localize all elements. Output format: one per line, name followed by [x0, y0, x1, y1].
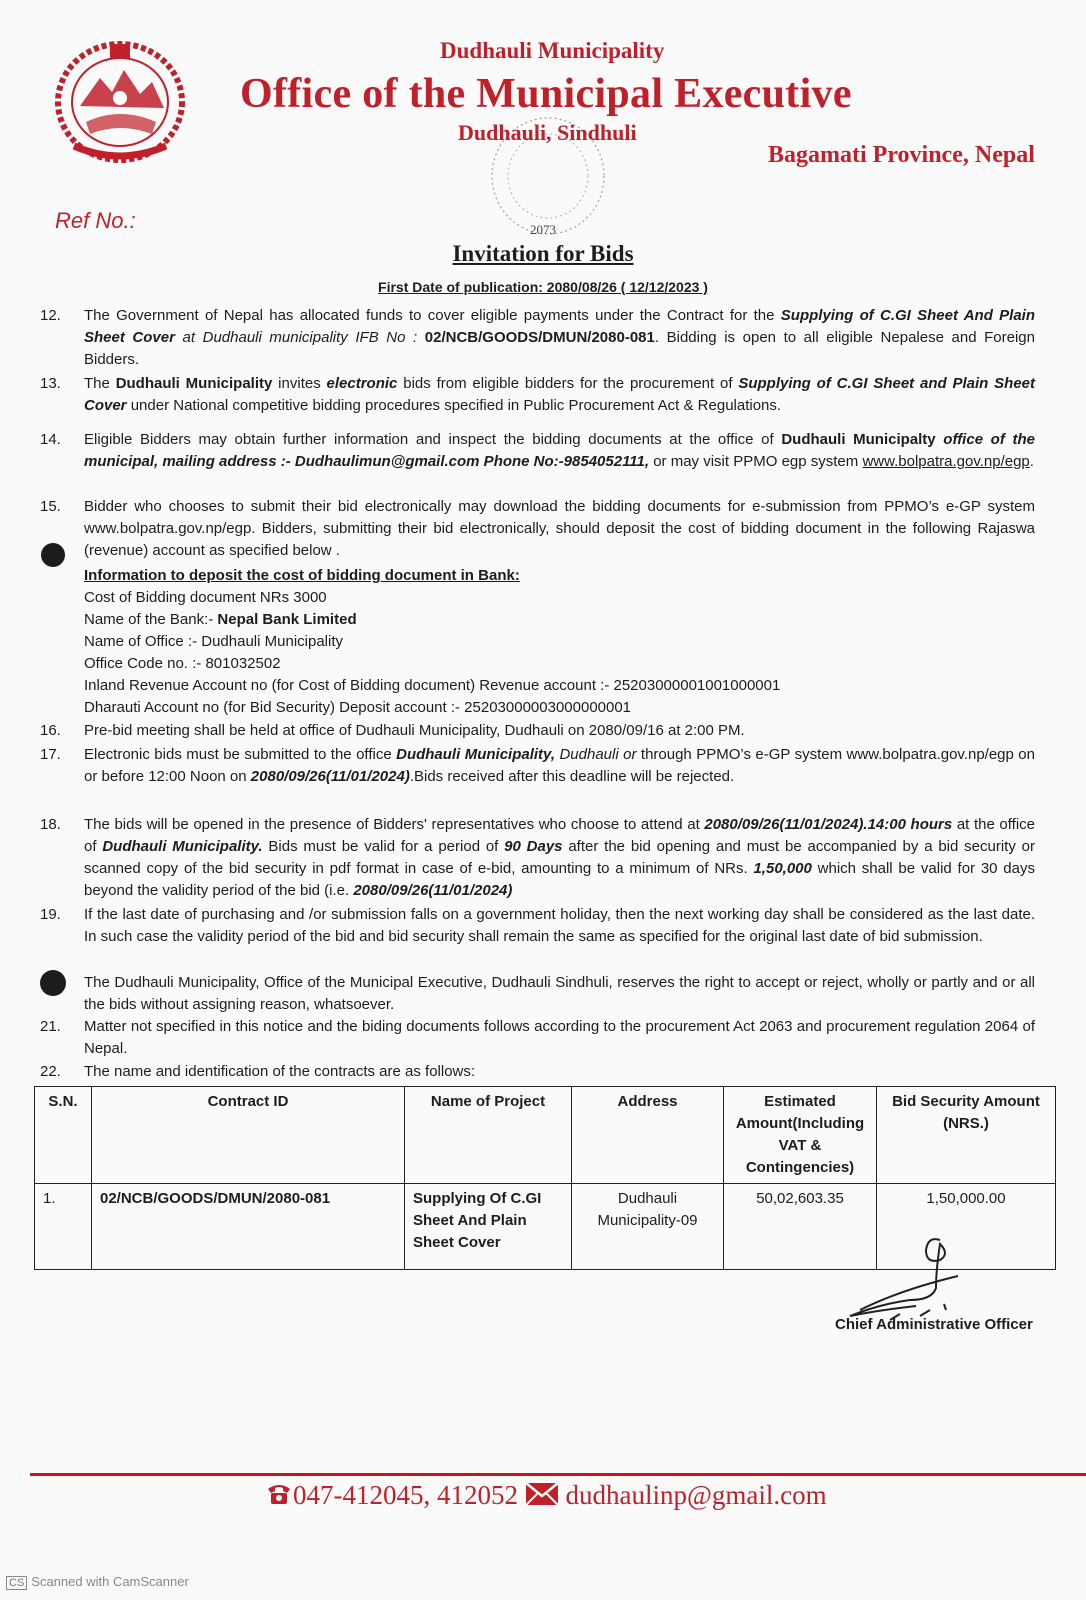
punch-hole-mark: [41, 543, 65, 567]
paragraph-number: 19.: [40, 906, 61, 923]
stamp-year: 2073: [530, 222, 556, 237]
office-stamp: [488, 112, 638, 240]
camscanner-watermark: [6, 1574, 189, 1590]
text: under National competitive bidding procedures specified in Public Procurement Act & Regulations.: [126, 397, 782, 414]
revenue-account: Inland Revenue Account no (for Cost of Bidding document) Revenue account :- 25203000001001000001: [84, 677, 781, 694]
text: Bids must be valid for a period of: [262, 838, 505, 855]
office-address: Dudhauli, Sindhuli: [458, 120, 637, 145]
municipality-ref: Dudhauli Municipality: [115, 375, 273, 392]
office-name: Name of Office :- Dudhauli Municipality: [84, 633, 343, 650]
text: Dudhauli or: [555, 746, 637, 763]
deadline-date: 2080/09/26(11/01/2024): [250, 768, 410, 785]
paragraph-number: 12.: [40, 307, 61, 324]
text: after the bid opening and must be accompanied by a bid security or scanned copy of the bid security in pdf format in case of e-bid, amounting to a minimum of NRs.: [84, 838, 1035, 877]
paragraph-15: [40, 496, 1035, 562]
paragraph-number: 14.: [40, 431, 61, 448]
paragraph-13: [40, 373, 1035, 417]
text: If the last date of purchasing and /or submission falls on a government holiday, then the next working day shall be considered as the last date. In such case the validity period of the bid and bid security shall remain the same as specified for the original last date of bid submission.: [84, 906, 1035, 945]
project-name: Supplying of C.GI Sheet And Plain Sheet Cover: [84, 307, 1035, 346]
paragraph-22: [40, 1061, 1035, 1083]
validity-days: 90 Days: [504, 838, 563, 855]
table-header-row: [35, 1087, 1056, 1184]
paragraph-number: 16.: [40, 722, 61, 739]
security-amount: 1,50,000: [753, 860, 812, 877]
text: The name and identification of the contracts are as follows:: [84, 1063, 476, 1080]
bidding-doc-cost: Cost of Bidding document NRs 3000: [84, 589, 327, 606]
municipality-ref: Dudhauli Municipality.: [102, 838, 263, 855]
ref-number-label: Ref No.:: [55, 208, 136, 233]
opening-datetime: 2080/09/26(11/01/2024).14:00 hours: [704, 816, 953, 833]
camscanner-badge: CS: [6, 1576, 27, 1590]
text: Bidder who chooses to submit their bid electronically may download the bidding documents for e-submission from PPMO’s e-GP system www.bolpatra.gov.np/egp. Bidders, submitting their bid electronically, should deposit the cost of bidding document in the following Rajaswa (revenue) account as specified below .: [84, 498, 1035, 559]
text: .Bids received after this deadline will be rejected.: [409, 768, 735, 785]
camscanner-text: Scanned with CamScanner: [31, 1574, 189, 1589]
text: The Dudhauli Municipality, Office of the Municipal Executive, Dudhauli Sindhuli, reserves the right to accept or reject, wholly or partly and or all the bids without assigning reason, whatsoever.: [84, 974, 1035, 1013]
paragraph-number: 18.: [40, 816, 61, 833]
footer-contact: [265, 1480, 827, 1514]
cell-project: Supplying Of C.GI Sheet And Plain Sheet Cover: [405, 1184, 572, 1270]
text: through PPMO’s e-GP system www.bolpatra.gov.np/egp on or before 12:00 Noon on: [84, 746, 1035, 785]
column-header-address: Address: [572, 1087, 724, 1184]
column-header-bid-security: Bid Security Amount (NRS.): [877, 1087, 1056, 1184]
municipality-ref: Dudhauli Municipality,: [396, 746, 556, 763]
text: The: [84, 375, 116, 392]
text: Matter not specified in this notice and the biding documents follows according to the procurement Act 2063 and procurement regulation 2064 of Nepal.: [84, 1018, 1035, 1057]
column-header-sn: S.N.: [35, 1087, 92, 1184]
paragraph-17: [40, 744, 1035, 788]
cell-address: Dudhauli Municipality-09: [572, 1184, 724, 1270]
paragraph-number: 21.: [40, 1018, 61, 1035]
text: Eligible Bidders may obtain further information and inspect the bidding documents at the office of: [84, 431, 782, 448]
text: The Government of Nepal has allocated funds to cover eligible payments under the Contract for the: [84, 307, 781, 324]
municipality-ref: Dudhauli Municipalty: [781, 431, 936, 448]
paragraph-number: 15.: [40, 498, 61, 515]
publication-date: First Date of publication: 2080/08/26 ( 12/12/2023 ): [378, 279, 708, 295]
deposit-account: Dharauti Account no (for Bid Security) Deposit account :- 25203000003000000001: [84, 699, 632, 716]
footer-divider: [30, 1473, 1086, 1476]
ifb-number: 02/NCB/GOODS/DMUN/2080-081: [424, 329, 655, 346]
office-code: Office Code no. :- 801032502: [84, 655, 281, 672]
text: bids from eligible bidders for the procurement of: [397, 375, 739, 392]
text: electronic: [326, 375, 398, 392]
paragraph-number: 22.: [40, 1063, 61, 1080]
bank-label: Name of the Bank:-: [84, 611, 218, 628]
paragraph-12: [40, 305, 1035, 371]
text: The bids will be opened in the presence of Bidders' representatives who choose to attend at: [84, 816, 705, 833]
bank-info: [84, 565, 1034, 719]
paragraph-number: 17.: [40, 746, 61, 763]
office-title: Office of the Municipal Executive: [240, 71, 852, 117]
telephone-icon: [265, 1481, 293, 1514]
municipality-name: Dudhauli Municipality: [440, 38, 665, 63]
paragraph-number: 13.: [40, 375, 61, 392]
paragraph-18: [40, 814, 1035, 902]
province-name: Bagamati Province, Nepal: [768, 142, 1035, 168]
text: Pre-bid meeting shall be held at office of Dudhauli Municipality, Dudhauli on 2080/09/16 at 2:00 PM.: [84, 722, 745, 739]
paragraph-14: [40, 429, 1035, 473]
footer-email[interactable]: dudhaulinp@gmail.com: [565, 1480, 827, 1510]
column-header-contract-id: Contract ID: [92, 1087, 405, 1184]
text: .: [1029, 453, 1034, 470]
footer-phones: 047-412045, 412052: [293, 1480, 518, 1510]
notice-title: Invitation for Bids: [452, 241, 634, 266]
text: which shall be valid for 30 days beyond the validity period of the bid (i.e.: [84, 860, 1035, 899]
text: at the office of: [84, 816, 1035, 855]
text: Electronic bids must be submitted to the office: [84, 746, 397, 763]
egp-link[interactable]: www.bolpatra.gov.np/egp: [862, 453, 1030, 470]
paragraph-20: [40, 972, 1035, 1016]
cell-sn: 1.: [35, 1184, 92, 1270]
paragraph-19: [40, 904, 1035, 948]
envelope-icon: [525, 1481, 559, 1514]
nepal-emblem-icon: [52, 36, 192, 166]
cell-contract-id: 02/NCB/GOODS/DMUN/2080-081: [92, 1184, 405, 1270]
text: invites: [272, 375, 327, 392]
signatory-title: Chief Administrative Officer: [835, 1316, 1033, 1333]
project-name: Supplying of C.GI Sheet and Plain Sheet Cover: [84, 375, 1036, 414]
bank-name: Nepal Bank Limited: [217, 611, 357, 628]
paragraph-16: [40, 720, 1035, 742]
cell-estimated-amount: 50,02,603.35: [724, 1184, 877, 1270]
paragraph-21: [40, 1016, 1035, 1060]
cell-bid-security: 1,50,000.00: [877, 1184, 1056, 1270]
column-header-estimated-amount: Estimated Amount(Including VAT & Contingencies): [724, 1087, 877, 1184]
validity-date: 2080/09/26(11/01/2024): [353, 882, 513, 899]
text: . Bidding is open to all eligible Nepalese and Foreign Bidders.: [84, 329, 1035, 368]
text: or may visit PPMO egp system: [649, 453, 863, 470]
contact-info: office of the municipal, mailing address :- Dudhaulimun@gmail.com Phone No:-9854052111,: [84, 431, 1035, 470]
text: at Dudhauli municipality IFB No :: [174, 329, 425, 346]
column-header-project: Name of Project: [405, 1087, 572, 1184]
bank-info-heading: Information to deposit the cost of bidding document in Bank:: [84, 567, 520, 584]
